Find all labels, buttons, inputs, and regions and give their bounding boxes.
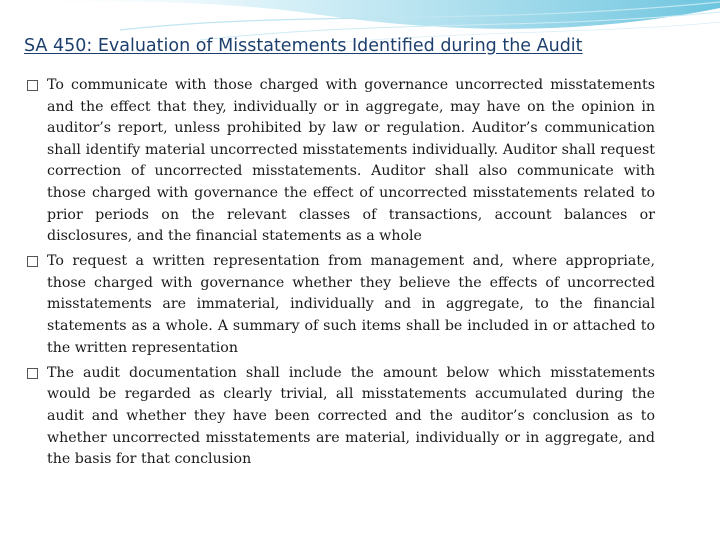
bullet-item — [26, 363, 655, 471]
bullet-text: The audit documentation shall include the amount below which misstatements would be regarded as clearly trivial, all misstatements accumulated during the audit and whether they have been corrected and the auditor’s conclusion as to whether uncorrected misstatements are material, individually or in aggregate, and the basis for that conclusion — [47, 364, 655, 468]
slide-title: SA 450: Evaluation of Misstatements Identified during the Audit — [24, 36, 583, 56]
checkbox-bullet-icon — [27, 256, 38, 267]
checkbox-bullet-icon — [27, 80, 38, 91]
bullet-item — [26, 251, 655, 359]
bullet-text: To request a written representation from management and, where appropriate, those charged with governance whether they believe the effects of uncorrected misstatements are immaterial, individually and in aggregate, to the financial statements as a whole. A summary of such items shall be included in or attached to the written representation — [47, 253, 655, 356]
bullet-list — [26, 75, 655, 474]
bullet-item — [26, 75, 655, 248]
bullet-text: To communicate with those charged with governance uncorrected misstatements and the effect that they, individually or in aggregate, may have on the opinion in auditor’s report, unless prohibited by law or regulation. Auditor’s communication shall identify material uncorrected misstatements individually. Auditor shall request correction of uncorrected misstatements. Auditor shall also communicate with those charged with governance the effect of uncorrected misstatements related to prior periods on the relevant classes of transactions, account balances or disclosures, and the financial statements as a whole — [47, 77, 655, 245]
checkbox-bullet-icon — [27, 368, 38, 379]
